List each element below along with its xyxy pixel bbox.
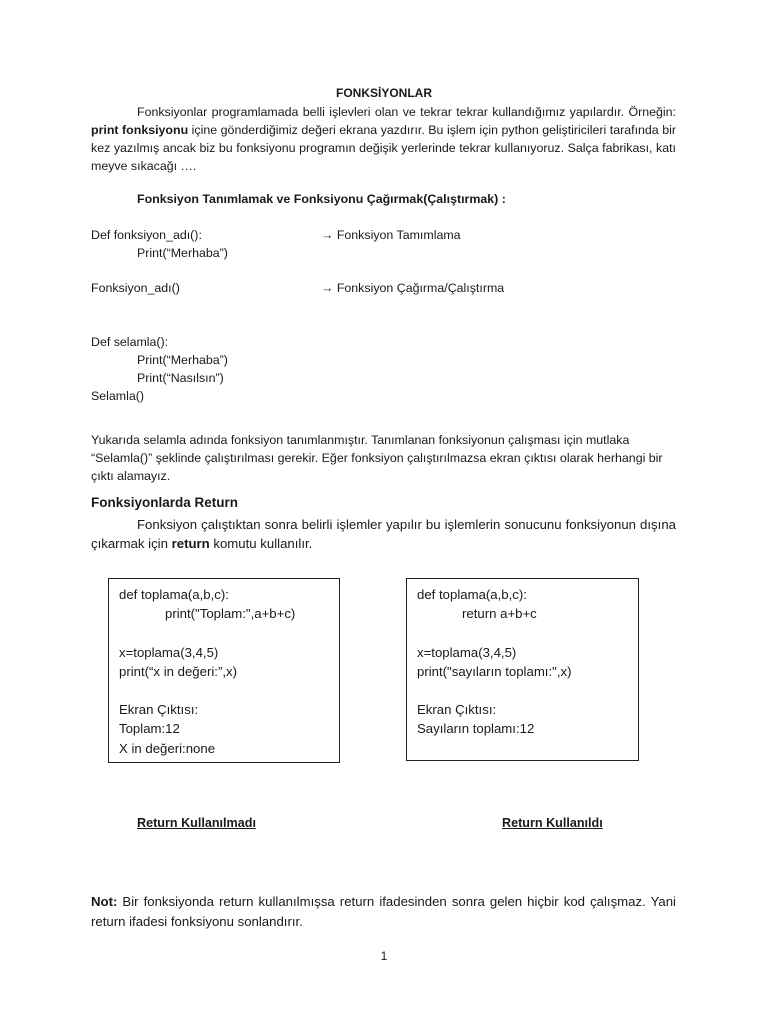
note-label: Not: (91, 894, 118, 909)
section2-heading: Fonksiyonlarda Return (91, 495, 239, 510)
code-line: print(“x in değeri:”,x) (119, 663, 237, 679)
code-line (417, 623, 628, 642)
code-line: def toplama(a,b,c): (417, 587, 527, 602)
code-box-left (108, 578, 340, 763)
note-paragraph (91, 892, 676, 932)
code-line (119, 623, 329, 642)
caption-left: Return Kullanılmadı (137, 816, 256, 830)
code-line: Toplam:12 (119, 721, 180, 737)
code-box-right (406, 578, 639, 761)
call-note: → Fonksiyon Çağırma/Çalıştırma (321, 281, 505, 295)
example-print-1: Print(“Merhaba”) (137, 353, 228, 367)
code-line: def toplama(a,b,c): (119, 587, 229, 602)
code-line (417, 681, 628, 700)
example-call: Selamla() (91, 389, 145, 403)
code-line: return a+b+c (462, 606, 537, 622)
note-text: Bir fonksiyonda return kullanılmışsa return ifadesinden sonra gelen hiçbir kod çalışmaz. Yani return ifadesi fonksiyonu sonlandırır. (91, 894, 676, 929)
caption-right: Return Kullanıldı (502, 816, 603, 830)
return-paragraph (91, 515, 676, 553)
return-text-2: komutu kullanılır. (209, 536, 313, 551)
def-note: → Fonksiyon Tamımlama (321, 228, 461, 242)
intro-text-1: Fonksiyonlar programlamada belli işlevleri olan ve tekrar tekrar kullandığımız yapılardır. Örneğin: (137, 105, 676, 119)
code-line: x=toplama(3,4,5) (119, 644, 219, 660)
intro-paragraph (91, 103, 676, 175)
code-line: print("Toplam:",a+b+c) (165, 606, 296, 622)
explanation-paragraph: Yukarıda selamla adında fonksiyon tanımlanmıştır. Tanımlanan fonksiyonun çalışması için mutlaka “Selamla()” şeklinde çalıştırılması gerekir. Eğer fonksiyon çalıştırılmazsa ekran çıktısı olarak herhangi bir çıktı alamayız. (91, 433, 663, 483)
return-bold: return (171, 536, 210, 551)
code-line: Ekran Çıktısı: (417, 702, 497, 718)
example-print-2: Print(“Nasılsın”) (137, 371, 224, 385)
example-def: Def selamla(): (91, 335, 169, 349)
code-line: print("sayıların toplamı:",x) (417, 663, 572, 679)
def-line: Def fonksiyon_adı(): (91, 228, 202, 242)
call-line: Fonksiyon_adı() (91, 281, 180, 295)
intro-text-2: içine gönderdiğimiz değeri ekrana yazdırır. Bu işlem için python geliştiricileri tarafında bir kez yazılmış ancak biz bu fonksiyonu programın değişik yerlerinde tekrar kullanıyoruz. Salça fabrikası, katı meyve sıkacağı …. (91, 123, 676, 173)
return-text-1: Fonksiyon çalıştıktan sonra belirli işlemler yapılır bu işlemlerin sonucunu fonksiyonun dışına çıkarmak için (91, 517, 676, 551)
code-line: x=toplama(3,4,5) (417, 644, 517, 660)
page-number: 1 (380, 949, 388, 963)
page-title: FONKSİYONLAR (336, 86, 432, 100)
code-line (119, 681, 329, 700)
intro-bold: print fonksiyonu (91, 123, 189, 137)
section1-heading: Fonksiyon Tanımlamak ve Fonksiyonu Çağırmak(Çalıştırmak) : (137, 192, 506, 206)
code-line: Ekran Çıktısı: (119, 702, 199, 718)
code-line: Sayıların toplamı:12 (417, 721, 535, 737)
code-line: X in değeri:none (119, 740, 216, 756)
print-line: Print(“Merhaba”) (137, 246, 228, 260)
